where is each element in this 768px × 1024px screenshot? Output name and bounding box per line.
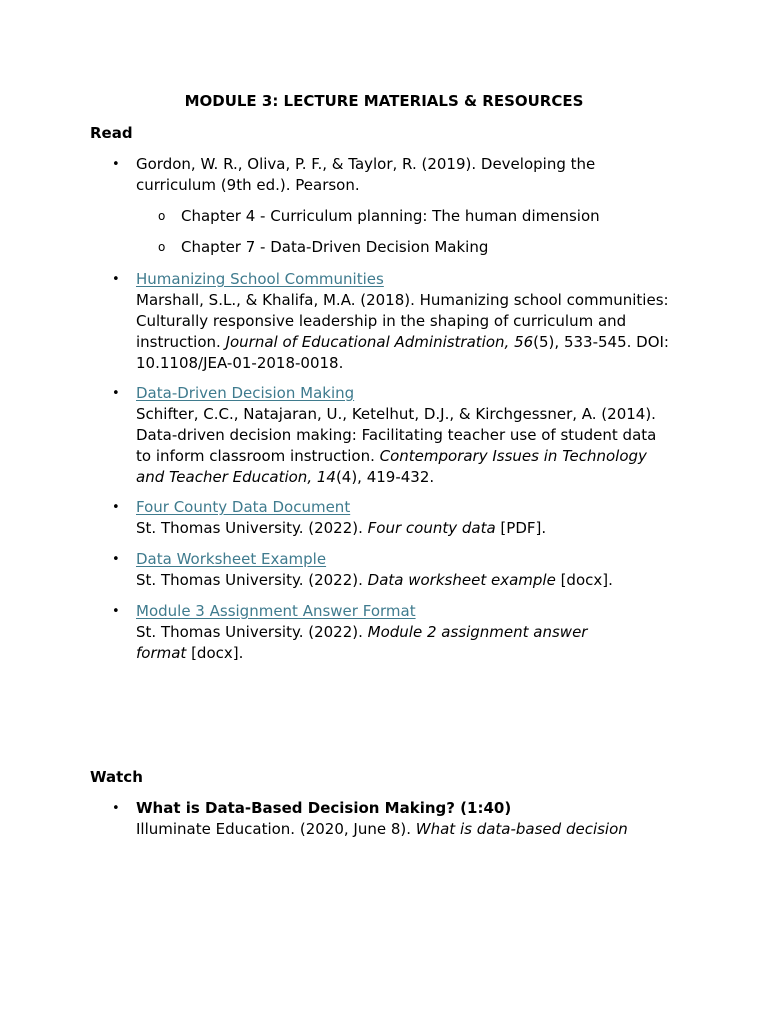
sub-list-item-chapter-7 [158, 237, 701, 258]
list-item-assignment [112, 601, 681, 664]
four-county-data-document-link[interactable]: Four County Data Document [136, 498, 351, 516]
watch-heading: Watch [90, 768, 143, 786]
list-item-video [112, 798, 681, 840]
chapter-label: Chapter 4 - Curriculum planning: The human dimension [181, 207, 600, 225]
page-title: MODULE 3: LECTURE MATERIALS & RESOURCES [184, 92, 584, 110]
chapter-label: Chapter 7 - Data-Driven Decision Making [181, 238, 489, 256]
list-item-gordon [112, 154, 681, 196]
bullet-icon: • [112, 500, 120, 515]
citation-line: and Teacher Education, 14(4), 419-432. [136, 468, 435, 486]
list-item-humanizing [112, 269, 681, 374]
citation-line: Culturally responsive leadership in the shaping of curriculum and [136, 312, 627, 330]
read-heading: Read [90, 124, 133, 142]
data-worksheet-example-link[interactable]: Data Worksheet Example [136, 550, 327, 568]
module-3-assignment-answer-format-link[interactable]: Module 3 Assignment Answer Format [136, 602, 416, 620]
citation-line: 10.1108/JEA-01-2018-0018. [136, 354, 344, 372]
citation-line: St. Thomas University. (2022). Data worksheet example [docx]. [136, 571, 613, 589]
document-title: Module 2 assignment answer [367, 623, 588, 641]
list-item-four-county [112, 497, 681, 539]
citation-line: Gordon, W. R., Oliva, P. F., & Taylor, R. (2019). Developing the [136, 155, 596, 173]
journal-title: Contemporary Issues in Technology [379, 447, 647, 465]
document-title: format [136, 644, 187, 662]
citation-line: St. Thomas University. (2022). Four county data [PDF]. [136, 519, 547, 537]
sub-bullet-icon: o [158, 240, 166, 254]
document-title: Data worksheet example [367, 571, 556, 589]
citation-line: curriculum (9th ed.). Pearson. [136, 176, 360, 194]
citation-line: Schifter, C.C., Natajaran, U., Ketelhut, D.J., & Kirchgessner, A. (2014). [136, 405, 656, 423]
citation-line: Data-driven decision making: Facilitating teacher use of student data [136, 426, 657, 444]
sub-list-item-chapter-4 [158, 206, 701, 227]
journal-title: Journal of Educational Administration, 56 [225, 333, 534, 351]
document-title: Four county data [367, 519, 496, 537]
bullet-icon: • [112, 604, 120, 619]
sub-bullet-icon: o [158, 209, 166, 223]
list-item-data-driven [112, 383, 681, 488]
citation-line: St. Thomas University. (2022). Module 2 assignment answer [136, 623, 588, 641]
video-citation-title: What is data-based decision [415, 820, 628, 838]
citation-line: Illuminate Education. (2020, June 8). What is data-based decision [136, 820, 628, 838]
list-item-worksheet [112, 549, 681, 591]
video-title: What is Data-Based Decision Making? (1:40) [136, 799, 512, 817]
humanizing-school-communities-link[interactable]: Humanizing School Communities [136, 270, 384, 288]
citation-line: format [docx]. [136, 644, 244, 662]
citation-line: to inform classroom instruction. Contemporary Issues in Technology [136, 447, 647, 465]
data-driven-decision-making-link[interactable]: Data-Driven Decision Making [136, 384, 355, 402]
citation-line: Marshall, S.L., & Khalifa, M.A. (2018). Humanizing school communities: [136, 291, 669, 309]
bullet-icon: • [112, 552, 120, 567]
bullet-icon: • [112, 801, 120, 816]
bullet-icon: • [112, 157, 120, 172]
journal-title: and Teacher Education, 14 [136, 468, 336, 486]
bullet-icon: • [112, 386, 120, 401]
bullet-icon: • [112, 272, 120, 287]
citation-line: instruction. Journal of Educational Administration, 56(5), 533-545. DOI: [136, 333, 669, 351]
